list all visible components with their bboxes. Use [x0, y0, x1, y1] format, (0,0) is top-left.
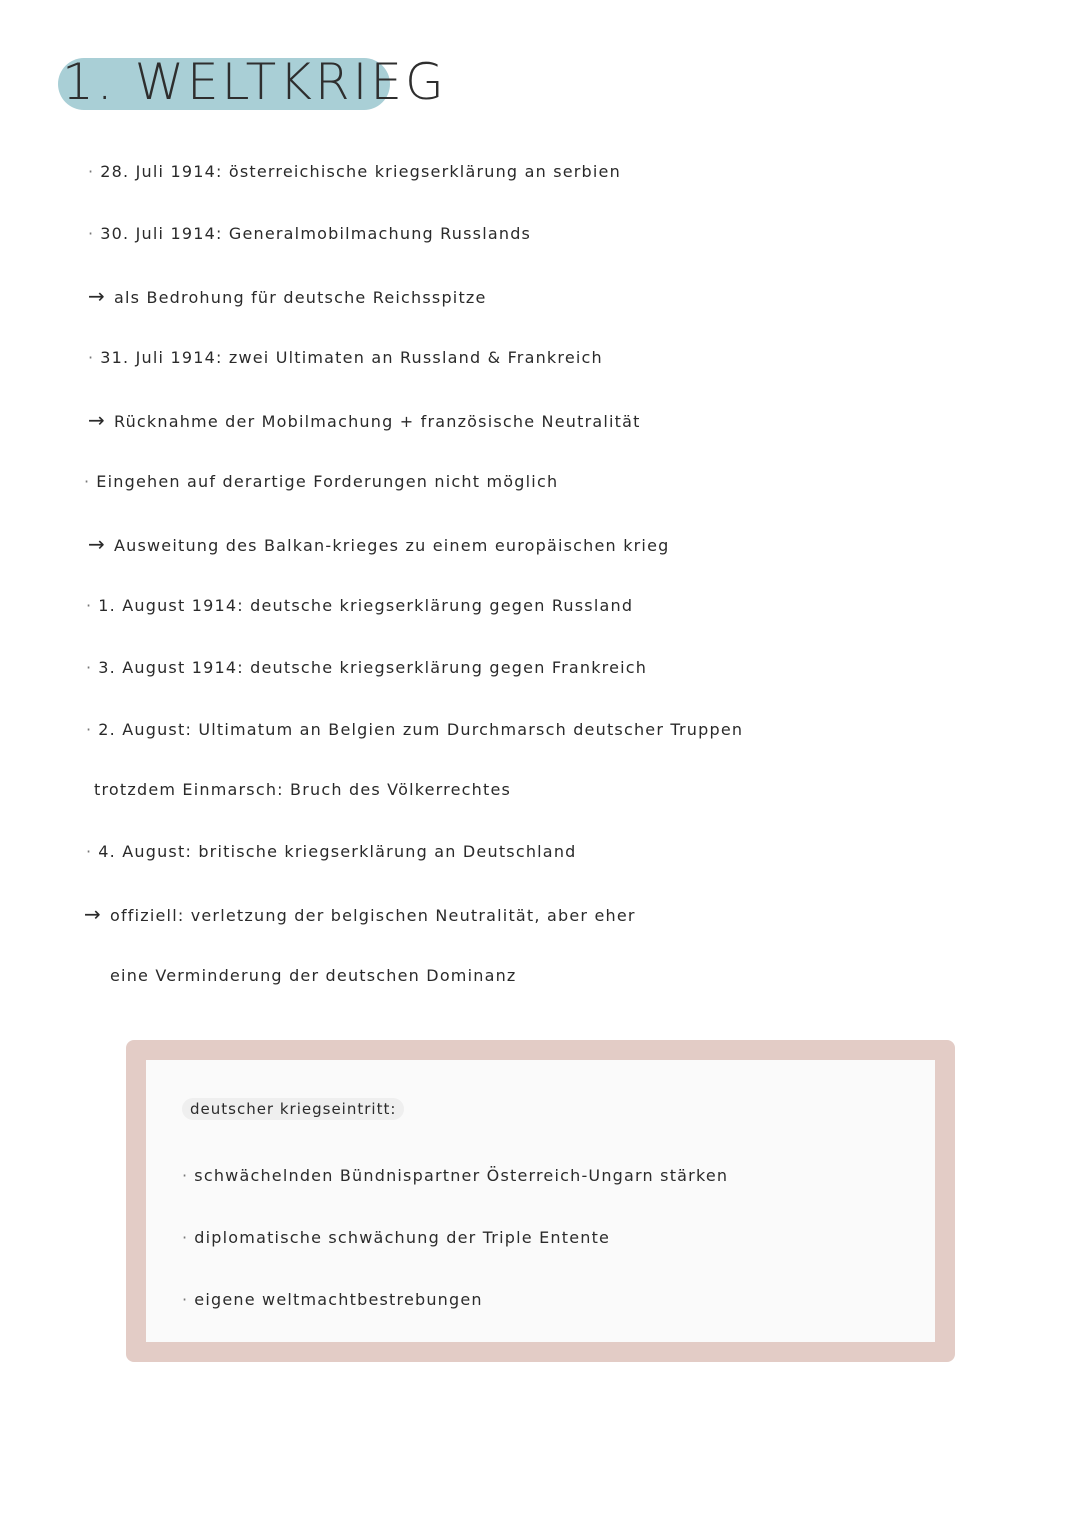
page-title: 1. WELTKRIEG: [62, 53, 447, 111]
arrow-icon: →: [88, 284, 106, 308]
line-text: Ausweitung des Balkan-krieges zu einem europäischen krieg: [113, 536, 670, 555]
list-item: [86, 656, 647, 680]
list-item: [94, 778, 511, 802]
list-item: · schwächelnden Bündnispartner Österreich-Ungarn stärken: [182, 1166, 729, 1185]
list-item: [88, 408, 641, 434]
box-item-text: schwächelnden Bündnispartner Österreich-Ungarn stärken: [194, 1166, 729, 1185]
line-text: 3. August 1914: deutsche kriegserklärung gegen Frankreich: [98, 658, 648, 677]
line-text: 30. Juli 1914: Generalmobilmachung Russlands: [100, 224, 532, 243]
list-item: [88, 160, 621, 184]
line-text: 28. Juli 1914: österreichische kriegserklärung an serbien: [100, 162, 621, 181]
line-text: eine Verminderung der deutschen Dominanz: [110, 966, 517, 985]
arrow-icon: →: [88, 532, 106, 556]
bullet-prefix: ·: [88, 162, 95, 181]
list-item: [86, 840, 577, 864]
line-text: Rücknahme der Mobilmachung + französische Neutralität: [113, 412, 641, 431]
arrow-icon: →: [88, 408, 106, 432]
bullet-prefix: ·: [86, 658, 93, 677]
list-item: · eigene weltmachtbestrebungen: [182, 1290, 483, 1309]
list-item: [86, 594, 633, 618]
list-item: [88, 532, 669, 558]
bullet-prefix: ·: [86, 596, 93, 615]
bullet-prefix: ·: [88, 224, 95, 243]
box-item-text: eigene weltmachtbestrebungen: [194, 1290, 483, 1309]
list-item: [84, 470, 558, 494]
summary-box-inner: [146, 1060, 935, 1342]
list-item: [88, 284, 487, 310]
list-item: [88, 346, 603, 370]
bullet-prefix: ·: [88, 348, 95, 367]
box-item-text: diplomatische schwächung der Triple Entente: [194, 1228, 611, 1247]
box-heading: deutscher kriegseintritt:: [182, 1098, 404, 1120]
list-item: [110, 964, 517, 988]
bullet-prefix: ·: [84, 472, 91, 491]
line-text: 4. August: britische kriegserklärung an Deutschland: [98, 842, 577, 861]
line-text: Eingehen auf derartige Forderungen nicht möglich: [96, 472, 559, 491]
line-text: 31. Juli 1914: zwei Ultimaten an Russland & Frankreich: [100, 348, 603, 367]
bullet-prefix: ·: [86, 842, 93, 861]
arrow-icon: →: [84, 902, 102, 926]
line-text: trotzdem Einmarsch: Bruch des Völkerrechtes: [94, 780, 512, 799]
list-item: [84, 902, 636, 928]
list-item: [86, 718, 743, 742]
line-text: 2. August: Ultimatum an Belgien zum Durchmarsch deutscher Truppen: [98, 720, 744, 739]
list-item: · diplomatische schwächung der Triple Entente: [182, 1228, 611, 1247]
list-item: [88, 222, 531, 246]
summary-box: [126, 1040, 955, 1362]
line-text: offiziell: verletzung der belgischen Neutralität, aber eher: [109, 906, 636, 925]
line-text: 1. August 1914: deutsche kriegserklärung gegen Russland: [98, 596, 634, 615]
bullet-prefix: ·: [86, 720, 93, 739]
line-text: als Bedrohung für deutsche Reichsspitze: [113, 288, 487, 307]
